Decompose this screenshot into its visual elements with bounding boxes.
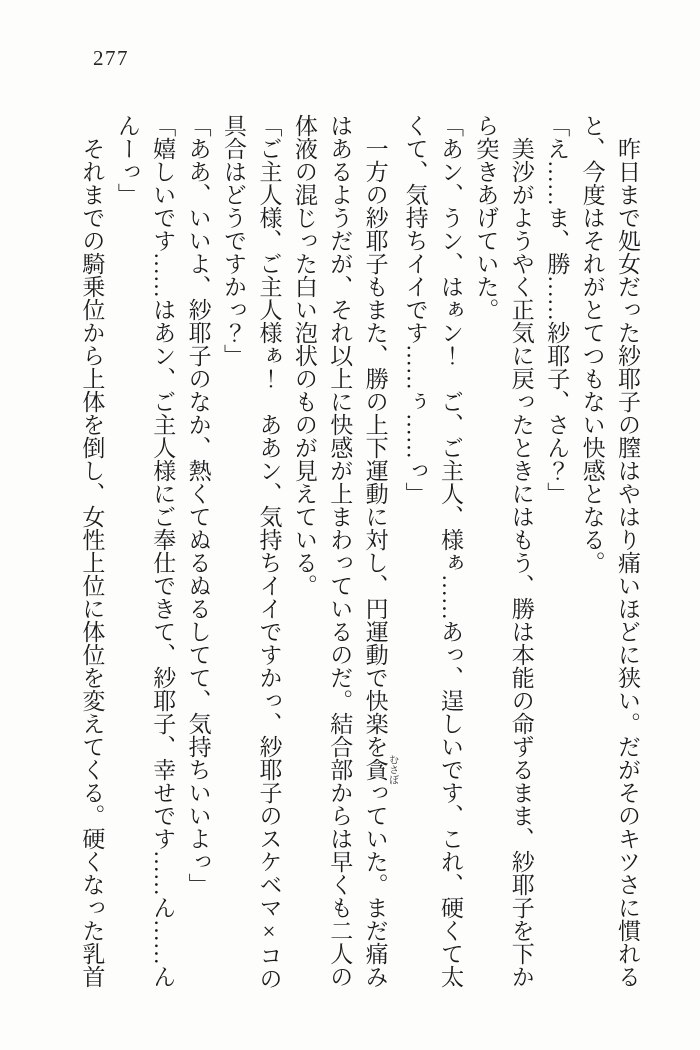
text-column: んーっ」 xyxy=(114,114,140,206)
text-column: 「ご主人様、ご主人様ぁ！ ああン、気持ちイイですかっ、紗耶子のスケベマ×コの xyxy=(256,114,282,990)
text-column: と、今度はそれがとてつもない快感となる。 xyxy=(579,114,605,574)
ruby-annotated-kanji: 貪 むさぼ xyxy=(362,754,398,785)
text-area xyxy=(75,114,645,1019)
text-column: くて、気持ちイイです……ぅ……っ」 xyxy=(402,114,428,505)
text-column: 「え……ま、勝……紗耶子、さん？」 xyxy=(544,114,570,505)
text-column: 具合はどうですかっ？」 xyxy=(221,114,247,367)
page-number: 277 xyxy=(93,46,129,70)
text-column: 体液の混じった白い泡状のものが見えている。 xyxy=(291,114,317,597)
text-column: 昨日まで処女だった紗耶子の膣はやはり痛いほどに狭い。だがそのキツさに慣れる xyxy=(615,137,640,988)
text-column: 「あン、うン、はぁン！ ご、ご主人、様ぁ……あっ、逞しいです、これ、硬くて太 xyxy=(437,114,463,988)
text-column: 一方の紗耶子もまた、勝の上下運動に対し、円運動で快楽を貪 むさぼっていた。まだ痛み xyxy=(362,137,398,988)
text-column: 「嬉しいです……はあン、ご主人様にご奉仕できて、紗耶子、幸せです……ん……ん xyxy=(150,114,176,988)
text-column: ら突きあげていた。 xyxy=(473,114,499,321)
text-column: 「ああ、いいよ、紗耶子のなか、熱くてぬるぬるしてて、気持ちいいよっ」 xyxy=(185,114,211,896)
text-column: それまでの騎乗位から上体を倒し、女性上位に体位を変えてくる。硬くなった乳首 xyxy=(79,137,105,988)
text-column: 美沙がようやく正気に戻ったときにはもう、勝は本能の命ずるまま、紗耶子を下か xyxy=(508,137,534,988)
text-column: はあるようだが、それ以上に快感が上まわっているのだ。結合部からは早くも二人の xyxy=(327,114,353,988)
